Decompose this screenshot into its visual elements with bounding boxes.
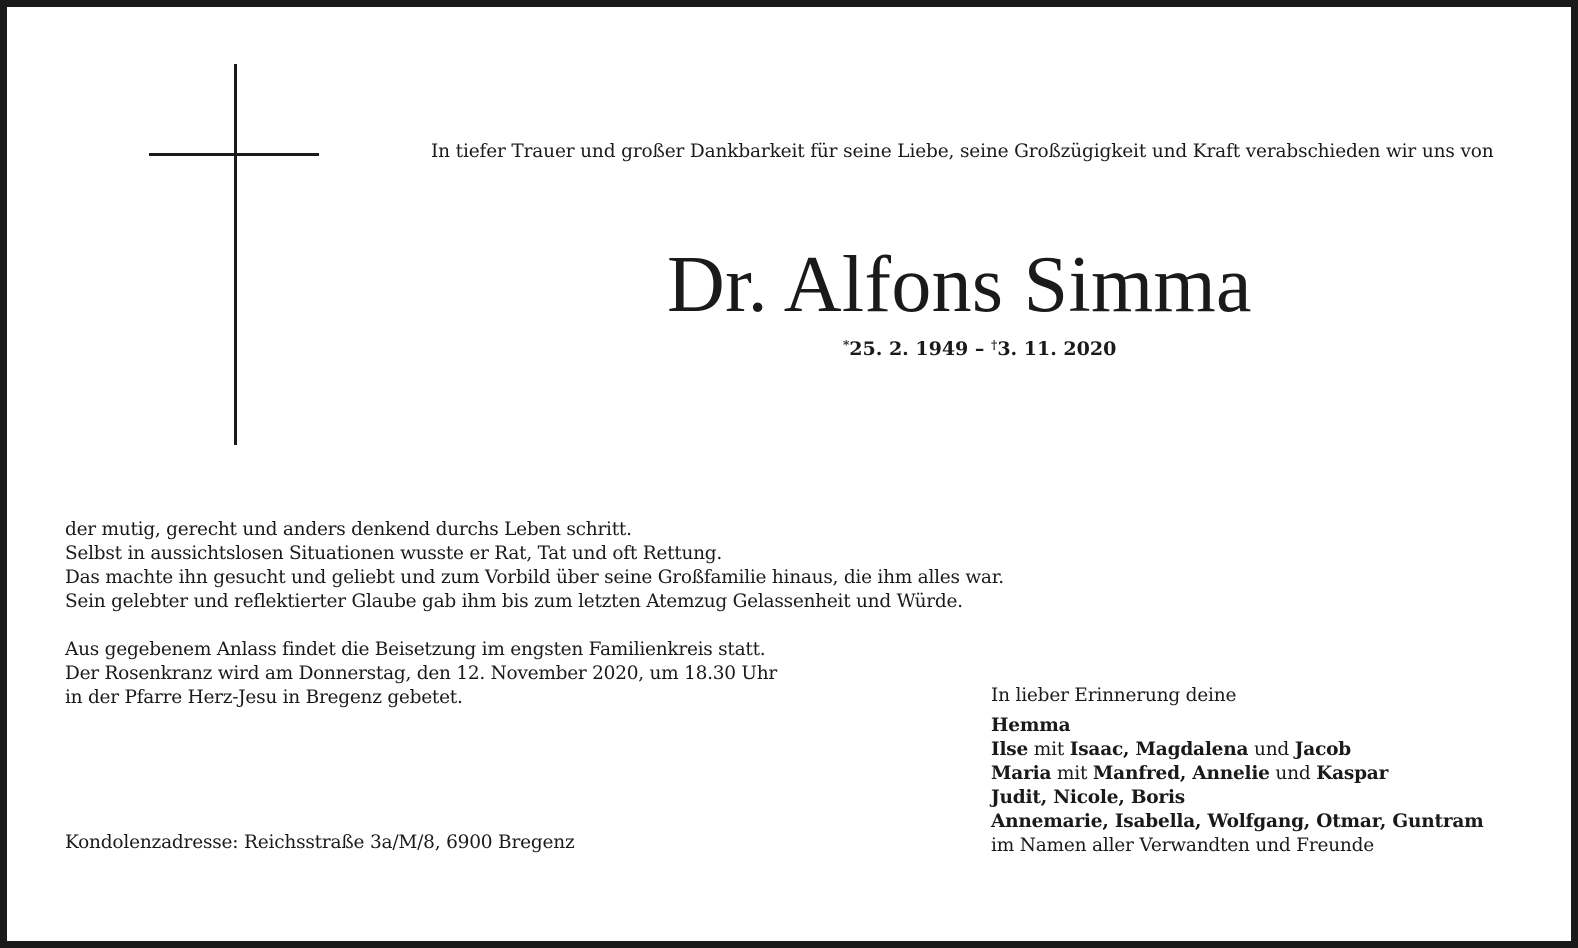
family-name: Hemma xyxy=(991,715,1071,736)
family-names: Annemarie, Isabella, Wolfgang, Otmar, Guntram xyxy=(991,811,1484,832)
family-intro: In lieber Erinnerung deine xyxy=(991,685,1237,706)
family-child: Jacob xyxy=(1294,739,1352,760)
life-dates xyxy=(843,338,1116,360)
funeral-line: Der Rosenkranz wird am Donnerstag, den 12. November 2020, um 18.30 Uhr xyxy=(65,663,778,684)
condolence-address: Kondolenzadresse: Reichsstraße 3a/M/8, 6900 Bregenz xyxy=(65,832,575,853)
funeral-line: in der Pfarre Herz-Jesu in Bregenz gebetet. xyxy=(65,687,463,708)
paragraph-gap xyxy=(65,614,1004,638)
family-names: Judit, Nicole, Boris xyxy=(991,787,1185,808)
family-name: Ilse xyxy=(991,739,1029,760)
family-closing: im Namen aller Verwandten und Freunde xyxy=(991,835,1375,856)
family-name: Maria xyxy=(991,763,1052,784)
family-children: Manfred, Annelie xyxy=(1092,763,1270,784)
tribute-line: Selbst in aussichtslosen Situationen wusste er Rat, Tat und oft Rettung. xyxy=(65,543,723,564)
cross-horizontal-bar xyxy=(149,153,319,156)
family-signatures xyxy=(991,684,1484,858)
family-line xyxy=(991,714,1484,738)
death-mark: † xyxy=(991,338,998,352)
body-text xyxy=(65,518,1004,710)
birth-mark: * xyxy=(843,338,850,352)
family-line xyxy=(991,738,1484,762)
family-connector: mit xyxy=(1028,739,1070,760)
family-children: Isaac, Magdalena xyxy=(1069,739,1249,760)
family-connector: und xyxy=(1269,763,1317,784)
deceased-name: Dr. Alfons Simma xyxy=(667,241,1252,329)
cross-vertical-bar xyxy=(234,64,237,445)
birth-date: 25. 2. 1949 xyxy=(849,338,969,360)
tribute-line: Sein gelebter und reflektierter Glaube gab ihm bis zum letzten Atemzug Gelassenheit und Würde. xyxy=(65,591,963,612)
family-connector: mit xyxy=(1051,763,1093,784)
funeral-line: Aus gegebenem Anlass findet die Beisetzung im engsten Familienkreis statt. xyxy=(65,639,766,660)
family-line xyxy=(991,786,1484,810)
date-separator: – xyxy=(968,338,992,360)
family-line xyxy=(991,810,1484,834)
death-date: 3. 11. 2020 xyxy=(997,338,1117,360)
intro-text: In tiefer Trauer und großer Dankbarkeit für seine Liebe, seine Großzügigkeit und Kraft verabschieden wir uns von xyxy=(431,141,1494,162)
tribute-line: der mutig, gerecht und anders denkend durchs Leben schritt. xyxy=(65,519,632,540)
family-child: Kaspar xyxy=(1316,763,1389,784)
tribute-line: Das machte ihn gesucht und geliebt und zum Vorbild über seine Großfamilie hinaus, die ihm alles war. xyxy=(65,567,1004,588)
family-connector: und xyxy=(1248,739,1295,760)
family-line xyxy=(991,762,1484,786)
